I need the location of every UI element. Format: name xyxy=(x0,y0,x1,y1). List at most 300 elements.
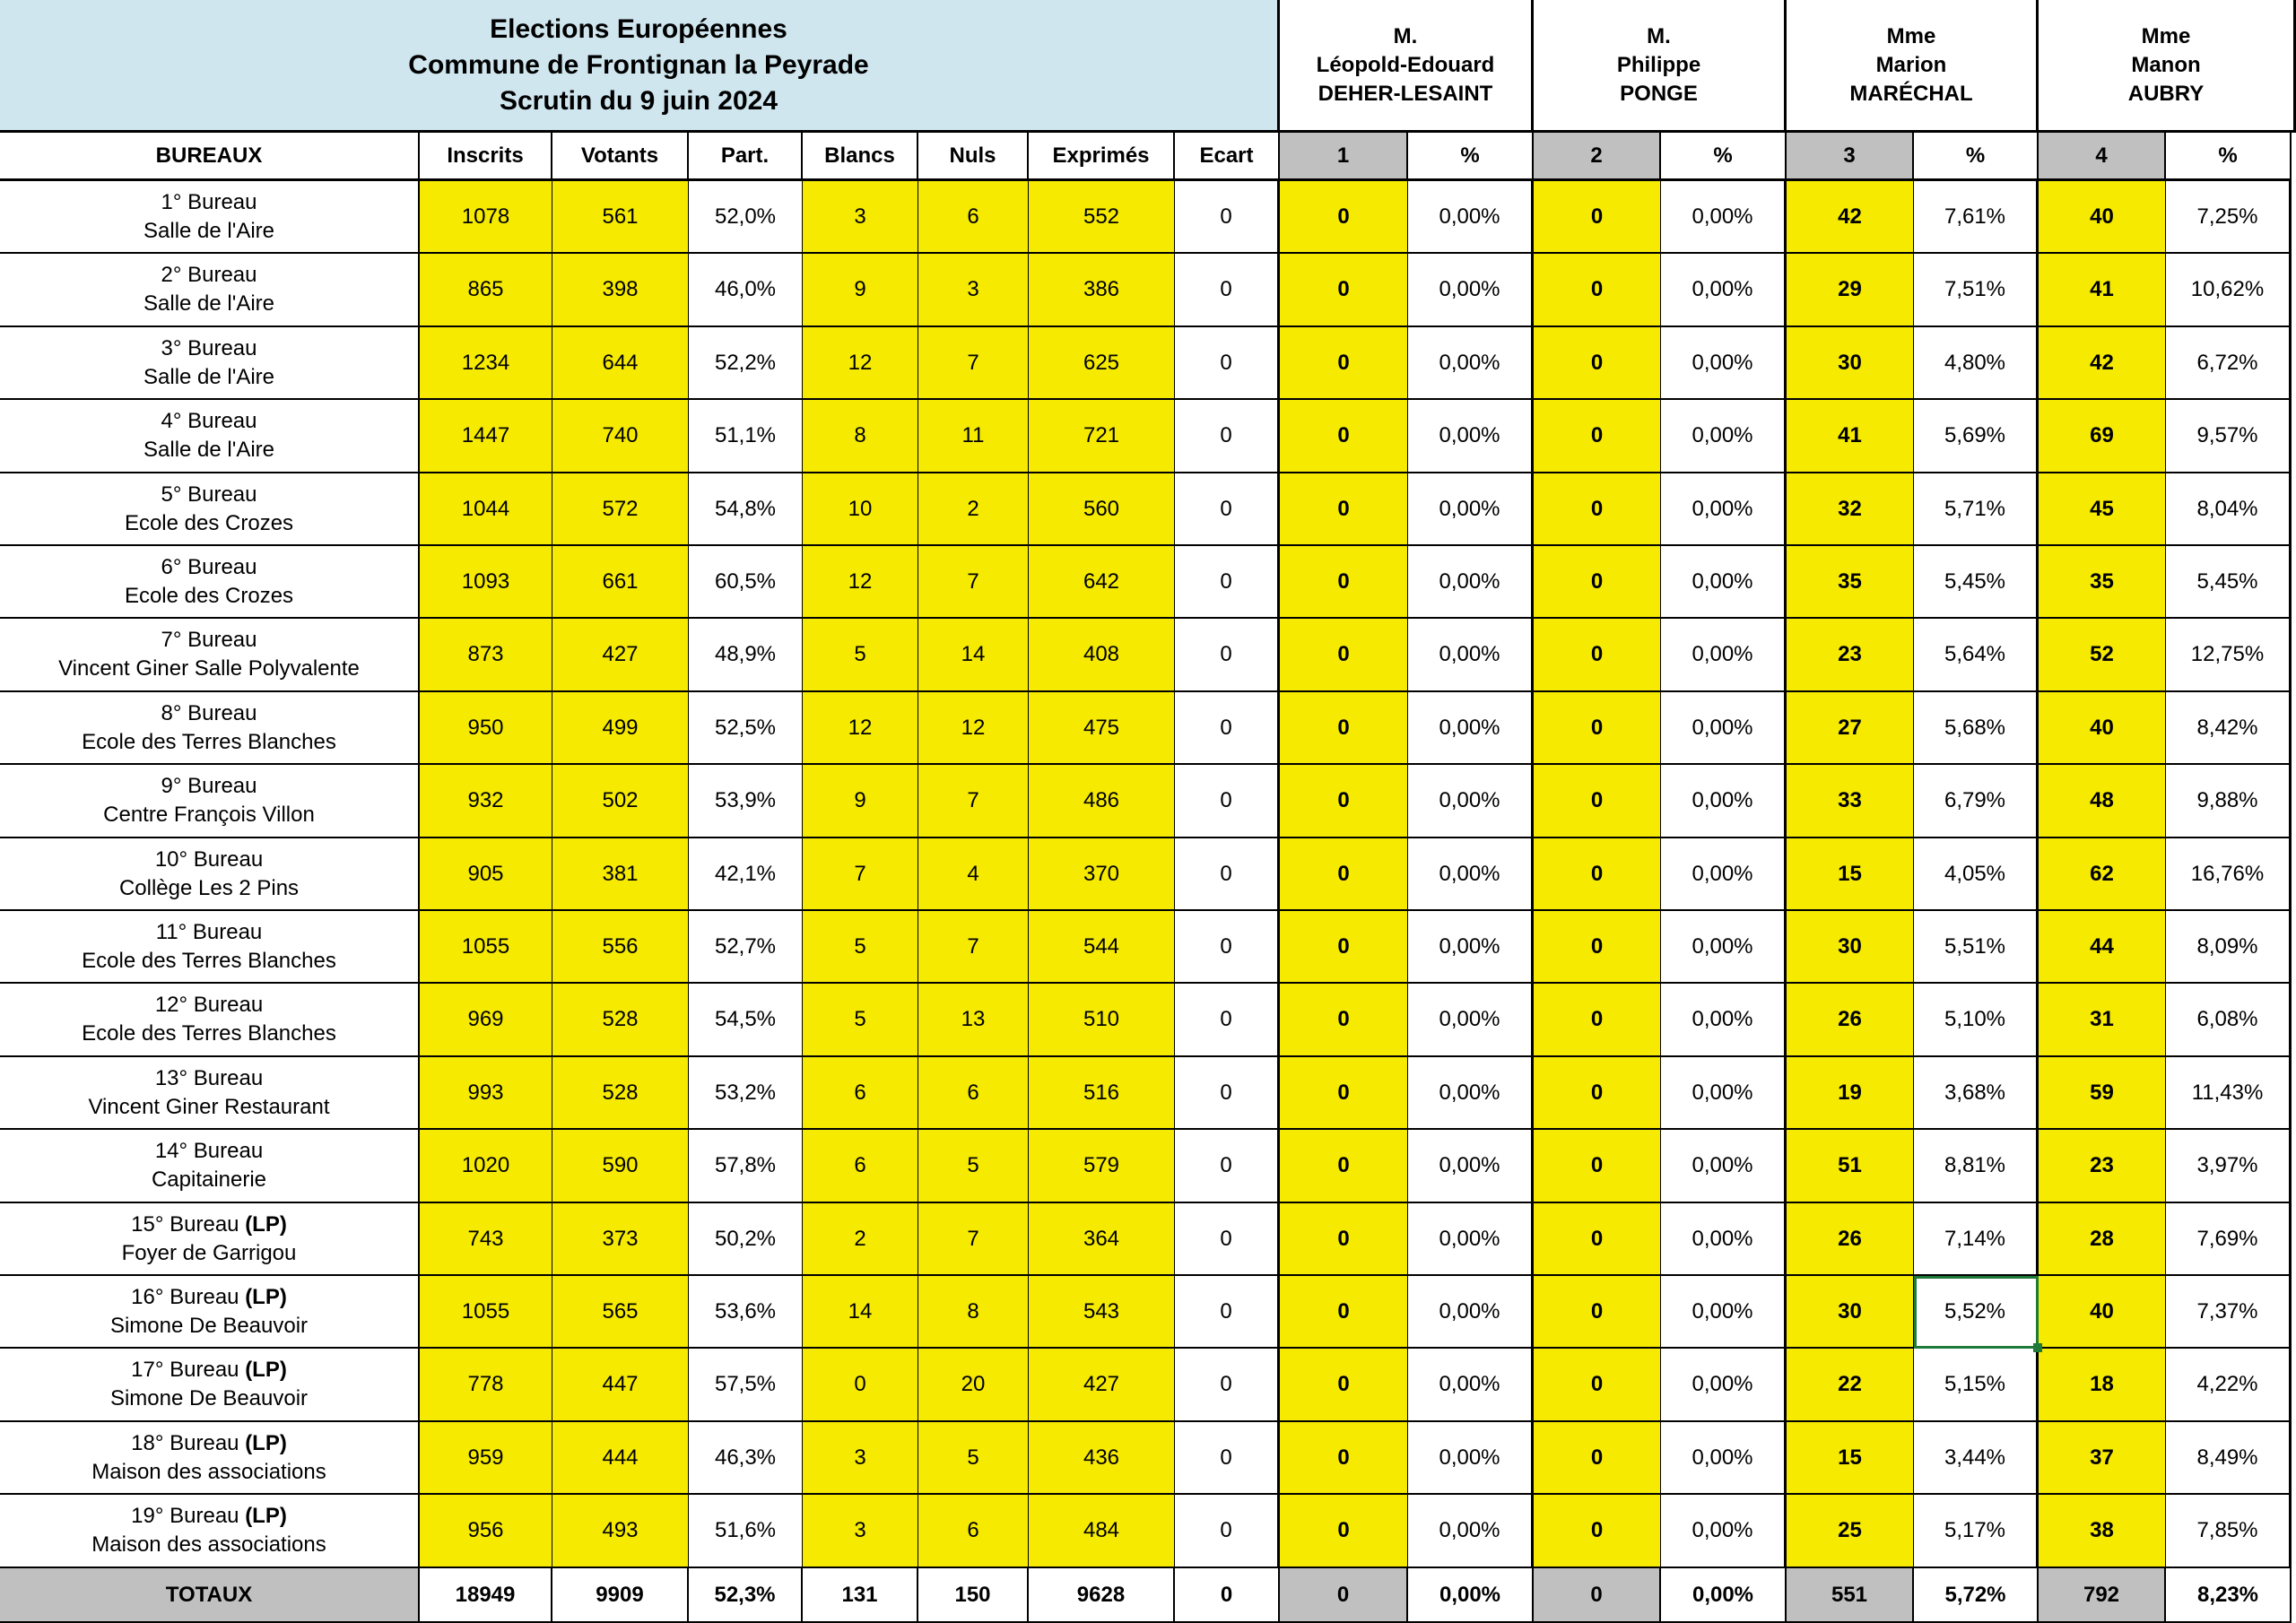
cell-candidate-2-percent[interactable]: 0,00% xyxy=(1661,546,1787,619)
cell-blancs[interactable]: 5 xyxy=(803,984,918,1057)
cell-candidate-2-percent[interactable]: 0,00% xyxy=(1661,327,1787,400)
cell-exprimes[interactable]: 552 xyxy=(1029,181,1175,254)
cell-inscrits[interactable]: 969 xyxy=(420,984,552,1057)
cell-candidate-3-percent[interactable]: 5,17% xyxy=(1914,1495,2039,1568)
cell-candidate-3-votes[interactable]: 29 xyxy=(1787,254,1914,327)
bureau-cell[interactable] xyxy=(0,911,420,984)
cell-candidate-3-percent[interactable]: 5,68% xyxy=(1914,692,2039,765)
cell-votants[interactable]: 381 xyxy=(552,838,689,911)
cell-exprimes[interactable]: 486 xyxy=(1029,765,1175,838)
cell-nuls[interactable]: 7 xyxy=(918,911,1029,984)
cell-candidate-3-percent[interactable]: 3,44% xyxy=(1914,1422,2039,1495)
cell-candidate-4-percent[interactable]: 16,76% xyxy=(2166,838,2292,911)
cell-exprimes[interactable]: 579 xyxy=(1029,1130,1175,1203)
cell-candidate-3-votes[interactable]: 26 xyxy=(1787,1203,1914,1276)
cell-votants[interactable]: 447 xyxy=(552,1349,689,1422)
cell-candidate-2-votes[interactable]: 0 xyxy=(1534,254,1661,327)
cell-nuls[interactable]: 2 xyxy=(918,473,1029,546)
cell-ecart[interactable]: 0 xyxy=(1175,1495,1280,1568)
cell-candidate-2-votes[interactable]: 0 xyxy=(1534,181,1661,254)
cell-part[interactable]: 48,9% xyxy=(689,619,803,692)
cell-votants[interactable]: 528 xyxy=(552,1057,689,1130)
cell-inscrits[interactable]: 1055 xyxy=(420,1276,552,1349)
bureau-cell[interactable] xyxy=(0,254,420,327)
cell-exprimes[interactable]: 370 xyxy=(1029,838,1175,911)
cell-candidate-1-votes[interactable]: 0 xyxy=(1280,984,1408,1057)
candidate-percent-header-4[interactable]: % xyxy=(2166,133,2292,181)
cell-nuls[interactable]: 6 xyxy=(918,1495,1029,1568)
cell-inscrits[interactable]: 743 xyxy=(420,1203,552,1276)
cell-candidate-2-percent[interactable]: 0,00% xyxy=(1661,911,1787,984)
cell-candidate-4-percent[interactable]: 9,88% xyxy=(2166,765,2292,838)
cell-candidate-3-votes[interactable]: 26 xyxy=(1787,984,1914,1057)
cell-inscrits[interactable]: 873 xyxy=(420,619,552,692)
cell-candidate-2-votes[interactable]: 0 xyxy=(1534,1130,1661,1203)
cell-candidate-4-percent[interactable]: 8,09% xyxy=(2166,911,2292,984)
cell-nuls[interactable]: 11 xyxy=(918,400,1029,473)
cell-inscrits[interactable]: 1055 xyxy=(420,911,552,984)
cell-candidate-1-percent[interactable]: 0,00% xyxy=(1408,619,1534,692)
cell-nuls[interactable]: 7 xyxy=(918,765,1029,838)
cell-candidate-4-votes[interactable]: 62 xyxy=(2039,838,2166,911)
cell-candidate-3-percent[interactable]: 3,68% xyxy=(1914,1057,2039,1130)
totals-candidate-3-votes[interactable]: 551 xyxy=(1787,1568,1914,1623)
cell-candidate-4-votes[interactable]: 52 xyxy=(2039,619,2166,692)
cell-blancs[interactable]: 5 xyxy=(803,619,918,692)
cell-candidate-3-votes[interactable]: 15 xyxy=(1787,1422,1914,1495)
cell-candidate-2-percent[interactable]: 0,00% xyxy=(1661,254,1787,327)
cell-candidate-1-percent[interactable]: 0,00% xyxy=(1408,765,1534,838)
cell-ecart[interactable]: 0 xyxy=(1175,1422,1280,1495)
cell-part[interactable]: 51,1% xyxy=(689,400,803,473)
cell-inscrits[interactable]: 993 xyxy=(420,1057,552,1130)
cell-votants[interactable]: 499 xyxy=(552,692,689,765)
cell-candidate-4-percent[interactable]: 8,49% xyxy=(2166,1422,2292,1495)
cell-candidate-2-votes[interactable]: 0 xyxy=(1534,911,1661,984)
cell-part[interactable]: 42,1% xyxy=(689,838,803,911)
cell-candidate-4-votes[interactable]: 28 xyxy=(2039,1203,2166,1276)
cell-exprimes[interactable]: 510 xyxy=(1029,984,1175,1057)
cell-candidate-4-votes[interactable]: 40 xyxy=(2039,692,2166,765)
cell-nuls[interactable]: 7 xyxy=(918,327,1029,400)
cell-candidate-2-percent[interactable]: 0,00% xyxy=(1661,473,1787,546)
cell-exprimes[interactable]: 543 xyxy=(1029,1276,1175,1349)
cell-exprimes[interactable]: 544 xyxy=(1029,911,1175,984)
cell-candidate-4-votes[interactable]: 40 xyxy=(2039,1276,2166,1349)
cell-candidate-1-percent[interactable]: 0,00% xyxy=(1408,1422,1534,1495)
cell-candidate-1-votes[interactable]: 0 xyxy=(1280,1422,1408,1495)
candidate-number-4[interactable]: 4 xyxy=(2039,133,2166,181)
cell-votants[interactable]: 556 xyxy=(552,911,689,984)
cell-part[interactable]: 53,9% xyxy=(689,765,803,838)
cell-candidate-1-votes[interactable]: 0 xyxy=(1280,911,1408,984)
cell-votants[interactable]: 644 xyxy=(552,327,689,400)
cell-exprimes[interactable]: 475 xyxy=(1029,692,1175,765)
cell-candidate-1-votes[interactable]: 0 xyxy=(1280,473,1408,546)
cell-candidate-2-votes[interactable]: 0 xyxy=(1534,473,1661,546)
bureau-cell[interactable] xyxy=(0,1422,420,1495)
cell-blancs[interactable]: 5 xyxy=(803,911,918,984)
cell-candidate-1-votes[interactable]: 0 xyxy=(1280,327,1408,400)
cell-candidate-4-votes[interactable]: 37 xyxy=(2039,1422,2166,1495)
cell-candidate-2-percent[interactable]: 0,00% xyxy=(1661,1057,1787,1130)
cell-candidate-4-percent[interactable]: 6,08% xyxy=(2166,984,2292,1057)
cell-candidate-4-votes[interactable]: 35 xyxy=(2039,546,2166,619)
cell-nuls[interactable]: 7 xyxy=(918,546,1029,619)
cell-votants[interactable]: 590 xyxy=(552,1130,689,1203)
column-header-exprimes[interactable]: Exprimés xyxy=(1029,133,1175,181)
column-header-ecart[interactable]: Ecart xyxy=(1175,133,1280,181)
cell-candidate-3-votes[interactable]: 33 xyxy=(1787,765,1914,838)
cell-candidate-2-votes[interactable]: 0 xyxy=(1534,327,1661,400)
cell-candidate-1-votes[interactable]: 0 xyxy=(1280,254,1408,327)
cell-ecart[interactable]: 0 xyxy=(1175,984,1280,1057)
cell-candidate-3-percent[interactable]: 7,51% xyxy=(1914,254,2039,327)
cell-nuls[interactable]: 6 xyxy=(918,1057,1029,1130)
cell-blancs[interactable]: 3 xyxy=(803,1422,918,1495)
cell-votants[interactable]: 373 xyxy=(552,1203,689,1276)
cell-candidate-1-percent[interactable]: 0,00% xyxy=(1408,327,1534,400)
cell-candidate-2-percent[interactable]: 0,00% xyxy=(1661,692,1787,765)
cell-candidate-4-percent[interactable]: 8,04% xyxy=(2166,473,2292,546)
cell-votants[interactable]: 502 xyxy=(552,765,689,838)
totals-blancs[interactable]: 131 xyxy=(803,1568,918,1623)
bureau-cell[interactable] xyxy=(0,692,420,765)
cell-candidate-1-votes[interactable]: 0 xyxy=(1280,765,1408,838)
cell-ecart[interactable]: 0 xyxy=(1175,1203,1280,1276)
cell-candidate-4-votes[interactable]: 18 xyxy=(2039,1349,2166,1422)
cell-candidate-1-percent[interactable]: 0,00% xyxy=(1408,546,1534,619)
cell-candidate-2-percent[interactable]: 0,00% xyxy=(1661,1130,1787,1203)
cell-candidate-2-percent[interactable]: 0,00% xyxy=(1661,1422,1787,1495)
column-header-inscrits[interactable]: Inscrits xyxy=(420,133,552,181)
cell-exprimes[interactable]: 560 xyxy=(1029,473,1175,546)
candidate-number-2[interactable]: 2 xyxy=(1534,133,1661,181)
cell-inscrits[interactable]: 1234 xyxy=(420,327,552,400)
cell-candidate-4-votes[interactable]: 41 xyxy=(2039,254,2166,327)
cell-votants[interactable]: 398 xyxy=(552,254,689,327)
cell-candidate-1-votes[interactable]: 0 xyxy=(1280,1349,1408,1422)
cell-candidate-2-votes[interactable]: 0 xyxy=(1534,400,1661,473)
cell-nuls[interactable]: 4 xyxy=(918,838,1029,911)
cell-exprimes[interactable]: 436 xyxy=(1029,1422,1175,1495)
cell-part[interactable]: 53,6% xyxy=(689,1276,803,1349)
cell-exprimes[interactable]: 408 xyxy=(1029,619,1175,692)
cell-candidate-2-votes[interactable]: 0 xyxy=(1534,984,1661,1057)
cell-candidate-2-percent[interactable]: 0,00% xyxy=(1661,765,1787,838)
cell-candidate-4-percent[interactable]: 5,45% xyxy=(2166,546,2292,619)
cell-nuls[interactable]: 7 xyxy=(918,1203,1029,1276)
cell-votants[interactable]: 565 xyxy=(552,1276,689,1349)
cell-ecart[interactable]: 0 xyxy=(1175,1057,1280,1130)
cell-blancs[interactable]: 3 xyxy=(803,181,918,254)
cell-candidate-1-percent[interactable]: 0,00% xyxy=(1408,1276,1534,1349)
totals-nuls[interactable]: 150 xyxy=(918,1568,1029,1623)
cell-candidate-1-percent[interactable]: 0,00% xyxy=(1408,400,1534,473)
bureau-cell[interactable] xyxy=(0,181,420,254)
cell-candidate-2-votes[interactable]: 0 xyxy=(1534,1422,1661,1495)
cell-candidate-3-votes[interactable]: 19 xyxy=(1787,1057,1914,1130)
cell-inscrits[interactable]: 959 xyxy=(420,1422,552,1495)
cell-candidate-4-percent[interactable]: 7,37% xyxy=(2166,1276,2292,1349)
cell-votants[interactable]: 661 xyxy=(552,546,689,619)
bureau-cell[interactable] xyxy=(0,473,420,546)
candidate-number-3[interactable]: 3 xyxy=(1787,133,1914,181)
cell-votants[interactable]: 740 xyxy=(552,400,689,473)
column-header-part[interactable]: Part. xyxy=(689,133,803,181)
cell-candidate-1-percent[interactable]: 0,00% xyxy=(1408,1349,1534,1422)
cell-inscrits[interactable]: 1078 xyxy=(420,181,552,254)
column-header-nuls[interactable]: Nuls xyxy=(918,133,1029,181)
totals-ecart[interactable]: 0 xyxy=(1175,1568,1280,1623)
cell-inscrits[interactable]: 950 xyxy=(420,692,552,765)
cell-candidate-3-votes[interactable]: 35 xyxy=(1787,546,1914,619)
cell-candidate-3-percent[interactable]: 5,10% xyxy=(1914,984,2039,1057)
cell-exprimes[interactable]: 484 xyxy=(1029,1495,1175,1568)
cell-inscrits[interactable]: 956 xyxy=(420,1495,552,1568)
column-header-blancs[interactable]: Blancs xyxy=(803,133,918,181)
cell-ecart[interactable]: 0 xyxy=(1175,619,1280,692)
cell-inscrits[interactable]: 1044 xyxy=(420,473,552,546)
cell-candidate-2-votes[interactable]: 0 xyxy=(1534,619,1661,692)
cell-candidate-4-percent[interactable]: 3,97% xyxy=(2166,1130,2292,1203)
cell-inscrits[interactable]: 865 xyxy=(420,254,552,327)
bureau-cell[interactable] xyxy=(0,765,420,838)
cell-candidate-3-percent[interactable]: 5,64% xyxy=(1914,619,2039,692)
bureau-cell[interactable] xyxy=(0,984,420,1057)
cell-candidate-2-percent[interactable]: 0,00% xyxy=(1661,838,1787,911)
cell-candidate-4-percent[interactable]: 7,85% xyxy=(2166,1495,2292,1568)
cell-ecart[interactable]: 0 xyxy=(1175,838,1280,911)
cell-ecart[interactable]: 0 xyxy=(1175,546,1280,619)
cell-inscrits[interactable]: 1020 xyxy=(420,1130,552,1203)
column-header-votants[interactable]: Votants xyxy=(552,133,689,181)
cell-candidate-1-percent[interactable]: 0,00% xyxy=(1408,911,1534,984)
cell-votants[interactable]: 427 xyxy=(552,619,689,692)
cell-candidate-4-votes[interactable]: 45 xyxy=(2039,473,2166,546)
totals-candidate-2-votes[interactable]: 0 xyxy=(1534,1568,1661,1623)
cell-votants[interactable]: 572 xyxy=(552,473,689,546)
cell-votants[interactable]: 528 xyxy=(552,984,689,1057)
cell-candidate-1-votes[interactable]: 0 xyxy=(1280,692,1408,765)
active-cell-selection[interactable] xyxy=(1914,1276,2039,1349)
cell-part[interactable]: 52,0% xyxy=(689,181,803,254)
cell-blancs[interactable]: 6 xyxy=(803,1057,918,1130)
cell-exprimes[interactable]: 625 xyxy=(1029,327,1175,400)
cell-ecart[interactable]: 0 xyxy=(1175,254,1280,327)
cell-candidate-1-percent[interactable]: 0,00% xyxy=(1408,181,1534,254)
cell-nuls[interactable]: 6 xyxy=(918,181,1029,254)
cell-inscrits[interactable]: 905 xyxy=(420,838,552,911)
cell-candidate-1-votes[interactable]: 0 xyxy=(1280,546,1408,619)
totals-inscrits[interactable]: 18949 xyxy=(420,1568,552,1623)
cell-candidate-3-percent[interactable]: 5,15% xyxy=(1914,1349,2039,1422)
cell-candidate-1-votes[interactable]: 0 xyxy=(1280,619,1408,692)
cell-exprimes[interactable]: 386 xyxy=(1029,254,1175,327)
cell-exprimes[interactable]: 721 xyxy=(1029,400,1175,473)
cell-candidate-4-percent[interactable]: 11,43% xyxy=(2166,1057,2292,1130)
cell-blancs[interactable]: 9 xyxy=(803,254,918,327)
totals-part[interactable]: 52,3% xyxy=(689,1568,803,1623)
cell-part[interactable]: 50,2% xyxy=(689,1203,803,1276)
candidate-percent-header-1[interactable]: % xyxy=(1408,133,1534,181)
cell-candidate-4-percent[interactable]: 12,75% xyxy=(2166,619,2292,692)
cell-candidate-4-percent[interactable]: 8,42% xyxy=(2166,692,2292,765)
cell-part[interactable]: 53,2% xyxy=(689,1057,803,1130)
cell-candidate-2-percent[interactable]: 0,00% xyxy=(1661,1495,1787,1568)
cell-candidate-4-votes[interactable]: 38 xyxy=(2039,1495,2166,1568)
totals-exprimes[interactable]: 9628 xyxy=(1029,1568,1175,1623)
cell-candidate-3-percent[interactable]: 8,81% xyxy=(1914,1130,2039,1203)
cell-candidate-3-votes[interactable]: 41 xyxy=(1787,400,1914,473)
bureau-cell[interactable] xyxy=(0,1130,420,1203)
cell-candidate-4-votes[interactable]: 40 xyxy=(2039,181,2166,254)
cell-candidate-4-votes[interactable]: 44 xyxy=(2039,911,2166,984)
cell-nuls[interactable]: 8 xyxy=(918,1276,1029,1349)
cell-candidate-1-percent[interactable]: 0,00% xyxy=(1408,692,1534,765)
cell-candidate-1-percent[interactable]: 0,00% xyxy=(1408,984,1534,1057)
cell-ecart[interactable]: 0 xyxy=(1175,327,1280,400)
bureau-cell[interactable] xyxy=(0,838,420,911)
cell-blancs[interactable]: 3 xyxy=(803,1495,918,1568)
cell-candidate-2-percent[interactable]: 0,00% xyxy=(1661,1349,1787,1422)
cell-candidate-4-votes[interactable]: 31 xyxy=(2039,984,2166,1057)
cell-votants[interactable]: 493 xyxy=(552,1495,689,1568)
cell-candidate-2-votes[interactable]: 0 xyxy=(1534,1203,1661,1276)
cell-candidate-4-percent[interactable]: 6,72% xyxy=(2166,327,2292,400)
cell-part[interactable]: 57,5% xyxy=(689,1349,803,1422)
cell-candidate-4-percent[interactable]: 7,25% xyxy=(2166,181,2292,254)
cell-candidate-3-percent[interactable]: 7,14% xyxy=(1914,1203,2039,1276)
cell-part[interactable]: 52,2% xyxy=(689,327,803,400)
cell-candidate-1-percent[interactable]: 0,00% xyxy=(1408,473,1534,546)
cell-part[interactable]: 46,0% xyxy=(689,254,803,327)
cell-part[interactable]: 54,5% xyxy=(689,984,803,1057)
cell-candidate-3-percent[interactable]: 5,69% xyxy=(1914,400,2039,473)
cell-nuls[interactable]: 5 xyxy=(918,1422,1029,1495)
cell-candidate-3-votes[interactable]: 42 xyxy=(1787,181,1914,254)
cell-nuls[interactable]: 13 xyxy=(918,984,1029,1057)
cell-part[interactable]: 60,5% xyxy=(689,546,803,619)
cell-candidate-2-votes[interactable]: 0 xyxy=(1534,1495,1661,1568)
cell-votants[interactable]: 561 xyxy=(552,181,689,254)
cell-candidate-2-percent[interactable]: 0,00% xyxy=(1661,1276,1787,1349)
cell-ecart[interactable]: 0 xyxy=(1175,692,1280,765)
cell-part[interactable]: 51,6% xyxy=(689,1495,803,1568)
cell-candidate-3-percent[interactable]: 5,51% xyxy=(1914,911,2039,984)
cell-candidate-3-percent[interactable]: 5,71% xyxy=(1914,473,2039,546)
fill-handle[interactable] xyxy=(2033,1343,2042,1352)
cell-candidate-3-votes[interactable]: 30 xyxy=(1787,327,1914,400)
cell-blancs[interactable]: 0 xyxy=(803,1349,918,1422)
cell-candidate-4-percent[interactable]: 10,62% xyxy=(2166,254,2292,327)
cell-blancs[interactable]: 14 xyxy=(803,1276,918,1349)
cell-candidate-2-votes[interactable]: 0 xyxy=(1534,1276,1661,1349)
totals-candidate-1-votes[interactable]: 0 xyxy=(1280,1568,1408,1623)
cell-ecart[interactable]: 0 xyxy=(1175,765,1280,838)
cell-nuls[interactable]: 3 xyxy=(918,254,1029,327)
cell-blancs[interactable]: 6 xyxy=(803,1130,918,1203)
cell-ecart[interactable]: 0 xyxy=(1175,1349,1280,1422)
cell-candidate-2-votes[interactable]: 0 xyxy=(1534,1349,1661,1422)
cell-candidate-3-votes[interactable]: 23 xyxy=(1787,619,1914,692)
cell-blancs[interactable]: 9 xyxy=(803,765,918,838)
cell-candidate-1-votes[interactable]: 0 xyxy=(1280,1203,1408,1276)
cell-candidate-1-percent[interactable]: 0,00% xyxy=(1408,1057,1534,1130)
cell-candidate-2-percent[interactable]: 0,00% xyxy=(1661,984,1787,1057)
cell-candidate-3-votes[interactable]: 25 xyxy=(1787,1495,1914,1568)
cell-candidate-1-votes[interactable]: 0 xyxy=(1280,1276,1408,1349)
cell-candidate-4-percent[interactable]: 4,22% xyxy=(2166,1349,2292,1422)
bureau-cell[interactable] xyxy=(0,327,420,400)
cell-votants[interactable]: 444 xyxy=(552,1422,689,1495)
candidate-percent-header-2[interactable]: % xyxy=(1661,133,1787,181)
cell-candidate-3-votes[interactable]: 51 xyxy=(1787,1130,1914,1203)
cell-candidate-4-votes[interactable]: 42 xyxy=(2039,327,2166,400)
cell-candidate-1-percent[interactable]: 0,00% xyxy=(1408,254,1534,327)
cell-candidate-1-votes[interactable]: 0 xyxy=(1280,400,1408,473)
cell-candidate-3-percent[interactable]: 4,05% xyxy=(1914,838,2039,911)
cell-candidate-3-percent[interactable]: 5,45% xyxy=(1914,546,2039,619)
cell-candidate-1-votes[interactable]: 0 xyxy=(1280,1057,1408,1130)
cell-blancs[interactable]: 7 xyxy=(803,838,918,911)
cell-inscrits[interactable]: 932 xyxy=(420,765,552,838)
cell-candidate-3-percent[interactable]: 7,61% xyxy=(1914,181,2039,254)
cell-part[interactable]: 57,8% xyxy=(689,1130,803,1203)
cell-nuls[interactable]: 14 xyxy=(918,619,1029,692)
cell-ecart[interactable]: 0 xyxy=(1175,1276,1280,1349)
cell-ecart[interactable]: 0 xyxy=(1175,1130,1280,1203)
bureau-cell[interactable] xyxy=(0,1057,420,1130)
bureau-cell[interactable] xyxy=(0,1276,420,1349)
totals-candidate-2-percent[interactable]: 0,00% xyxy=(1661,1568,1787,1623)
cell-candidate-3-votes[interactable]: 15 xyxy=(1787,838,1914,911)
bureau-cell[interactable] xyxy=(0,1495,420,1568)
cell-part[interactable]: 54,8% xyxy=(689,473,803,546)
cell-candidate-3-votes[interactable]: 30 xyxy=(1787,911,1914,984)
cell-exprimes[interactable]: 427 xyxy=(1029,1349,1175,1422)
column-header-bureaux[interactable]: BUREAUX xyxy=(0,133,420,181)
cell-candidate-4-votes[interactable]: 69 xyxy=(2039,400,2166,473)
cell-candidate-2-percent[interactable]: 0,00% xyxy=(1661,1203,1787,1276)
cell-candidate-1-percent[interactable]: 0,00% xyxy=(1408,1495,1534,1568)
cell-blancs[interactable]: 10 xyxy=(803,473,918,546)
cell-candidate-4-votes[interactable]: 59 xyxy=(2039,1057,2166,1130)
cell-candidate-3-votes[interactable]: 27 xyxy=(1787,692,1914,765)
totals-candidate-4-votes[interactable]: 792 xyxy=(2039,1568,2166,1623)
cell-candidate-2-percent[interactable]: 0,00% xyxy=(1661,619,1787,692)
cell-candidate-2-votes[interactable]: 0 xyxy=(1534,692,1661,765)
cell-ecart[interactable]: 0 xyxy=(1175,400,1280,473)
cell-candidate-1-votes[interactable]: 0 xyxy=(1280,838,1408,911)
cell-candidate-2-votes[interactable]: 0 xyxy=(1534,546,1661,619)
cell-exprimes[interactable]: 516 xyxy=(1029,1057,1175,1130)
cell-candidate-3-votes[interactable]: 32 xyxy=(1787,473,1914,546)
cell-candidate-1-percent[interactable]: 0,00% xyxy=(1408,1203,1534,1276)
cell-candidate-1-percent[interactable]: 0,00% xyxy=(1408,1130,1534,1203)
cell-candidate-3-percent[interactable]: 5,52% xyxy=(1914,1276,2039,1349)
bureau-cell[interactable] xyxy=(0,546,420,619)
cell-candidate-1-percent[interactable]: 0,00% xyxy=(1408,838,1534,911)
cell-ecart[interactable]: 0 xyxy=(1175,911,1280,984)
cell-candidate-4-votes[interactable]: 23 xyxy=(2039,1130,2166,1203)
cell-blancs[interactable]: 12 xyxy=(803,546,918,619)
cell-candidate-3-percent[interactable]: 6,79% xyxy=(1914,765,2039,838)
candidate-percent-header-3[interactable]: % xyxy=(1914,133,2039,181)
cell-exprimes[interactable]: 364 xyxy=(1029,1203,1175,1276)
cell-blancs[interactable]: 12 xyxy=(803,692,918,765)
cell-nuls[interactable]: 5 xyxy=(918,1130,1029,1203)
